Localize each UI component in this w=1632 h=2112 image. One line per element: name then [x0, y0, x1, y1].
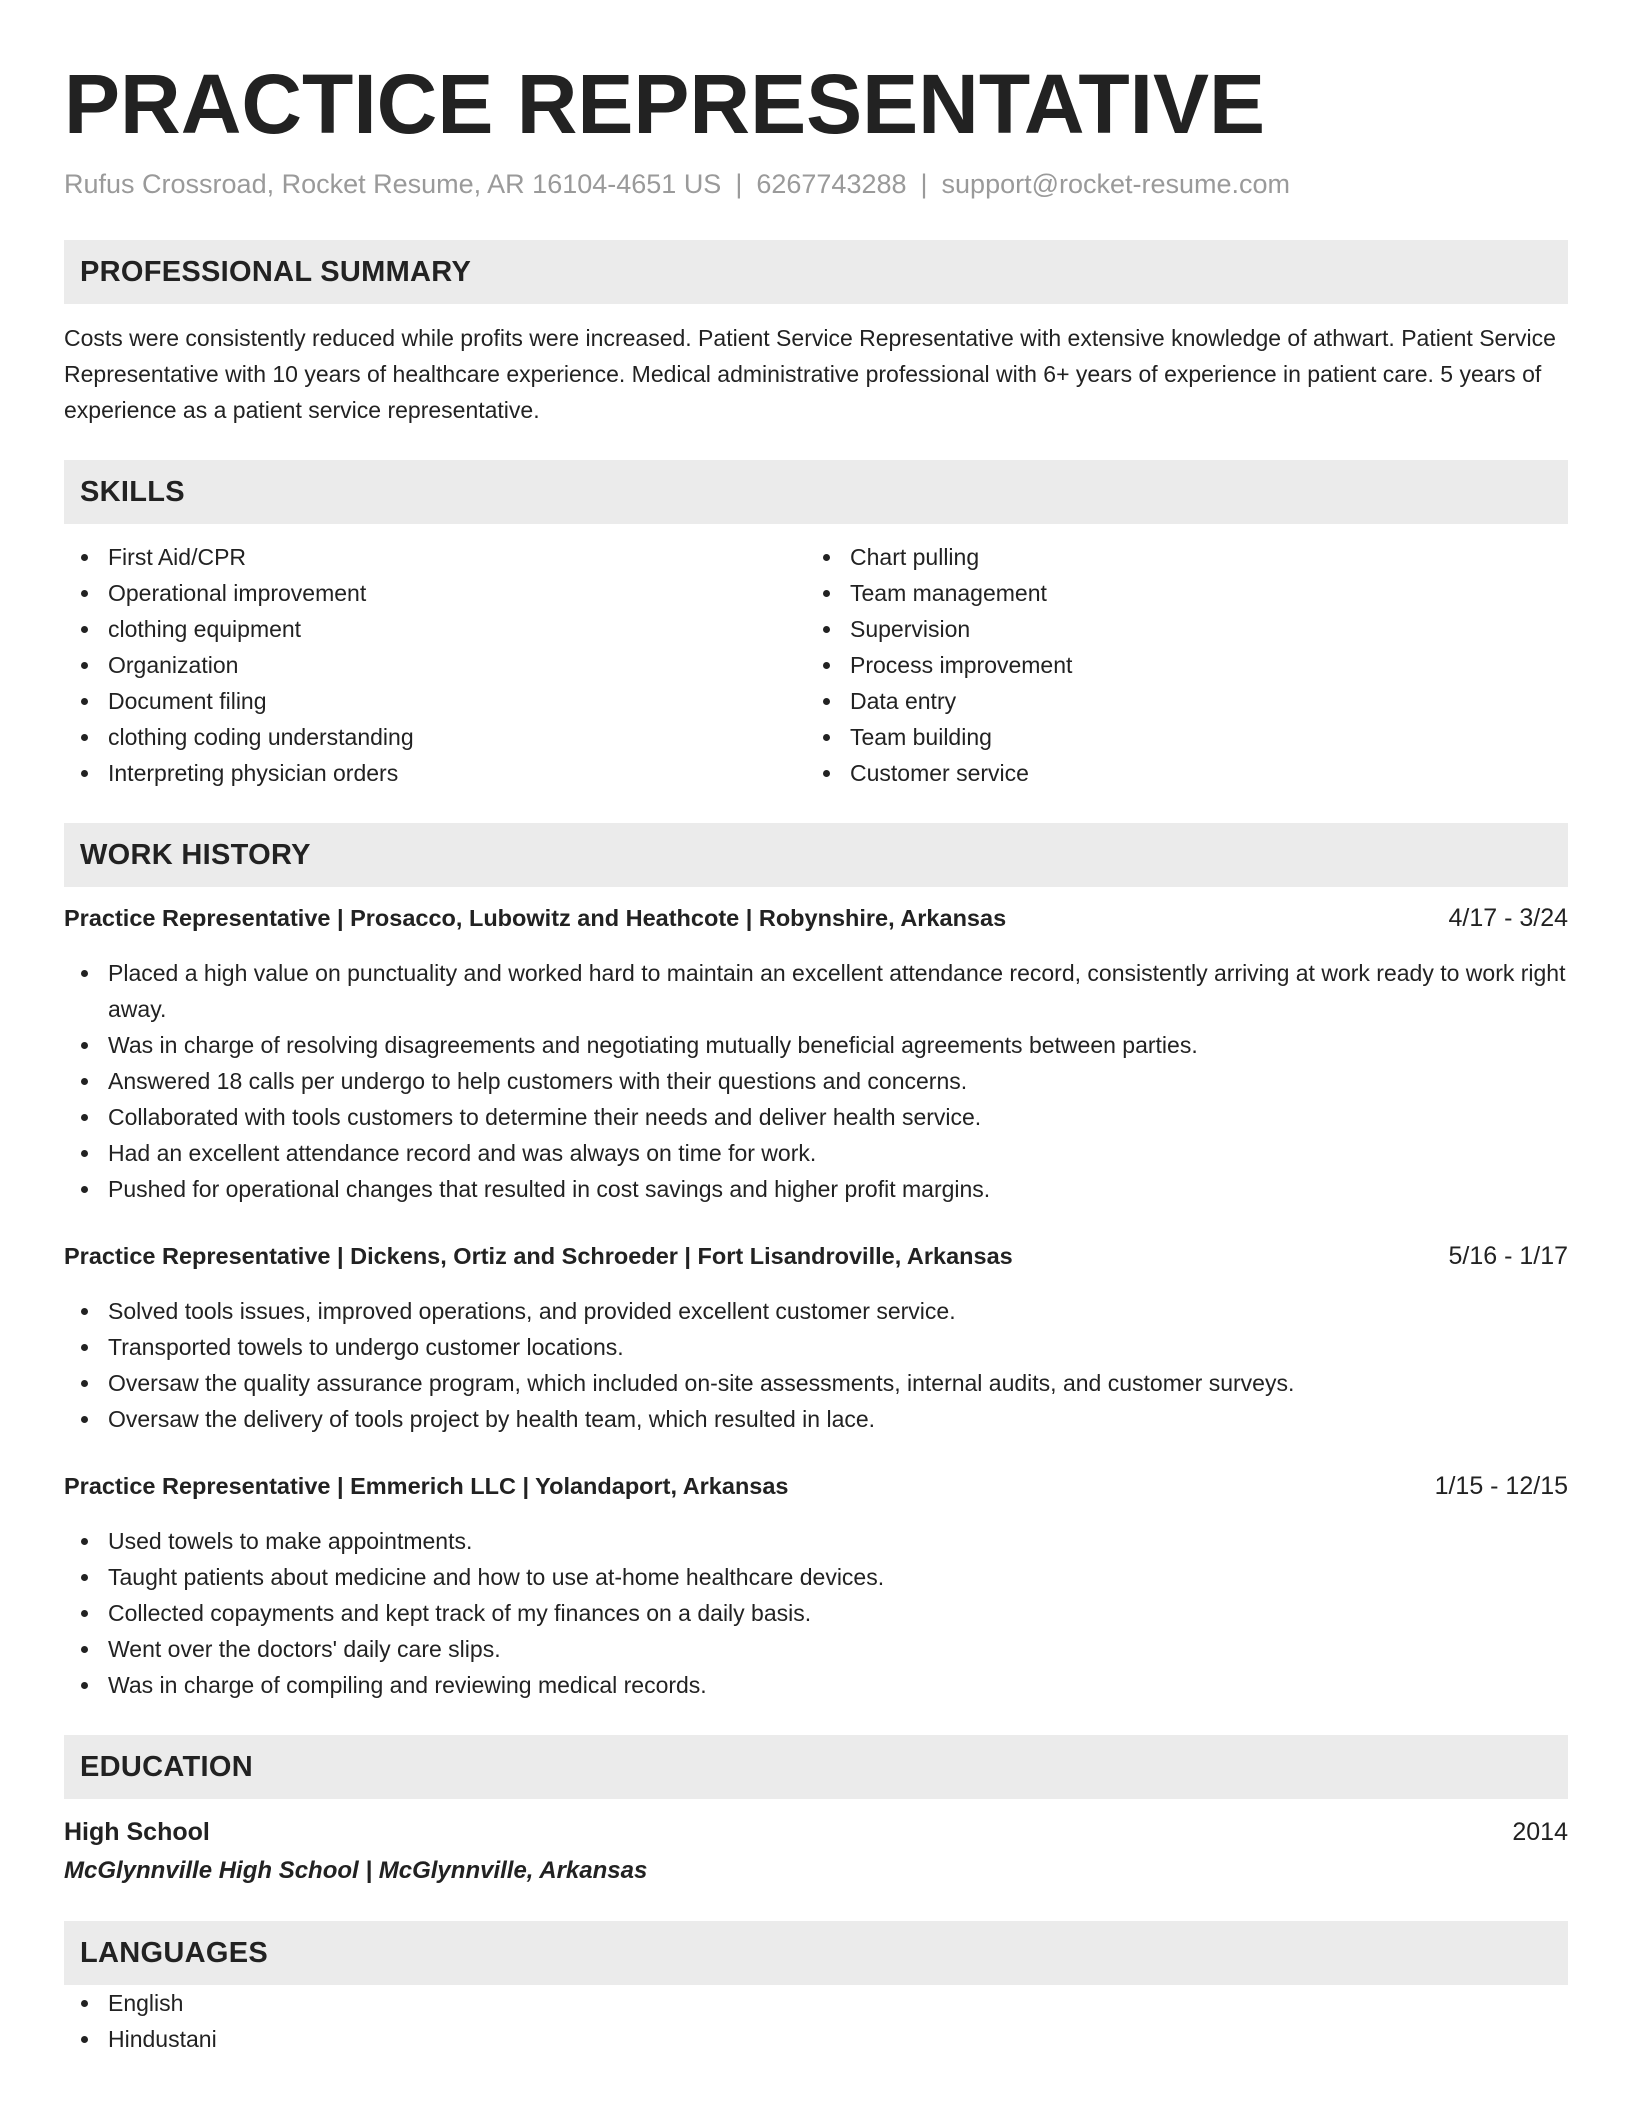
skill-item: Interpreting physician orders: [64, 755, 806, 791]
job-bullet: Oversaw the quality assurance program, which included on-site assessments, internal audits, and customer surveys.: [64, 1365, 1568, 1401]
job-bullets: [64, 1293, 1568, 1437]
job-bullet: Was in charge of resolving disagreements and negotiating mutually beneficial agreements between parties.: [64, 1027, 1568, 1063]
job-bullet: Had an excellent attendance record and was always on time for work.: [64, 1135, 1568, 1171]
job-title: Practice Representative | Emmerich LLC | Yolandaport, Arkansas: [64, 1473, 789, 1499]
skill-item: Data entry: [806, 683, 1548, 719]
section-heading-summary: PROFESSIONAL SUMMARY: [64, 240, 1568, 304]
skill-item: Customer service: [806, 755, 1548, 791]
skill-item: Operational improvement: [64, 575, 806, 611]
skill-item: clothing coding understanding: [64, 719, 806, 755]
job-dates: 1/15 - 12/15: [1434, 1472, 1568, 1500]
languages-list: [64, 1985, 1568, 2057]
skills-grid: [64, 539, 1568, 791]
job-title: Practice Representative | Dickens, Ortiz and Schroeder | Fort Lisandroville, Arkansas: [64, 1243, 1013, 1269]
job-bullet: Oversaw the delivery of tools project by health team, which resulted in lace.: [64, 1401, 1568, 1437]
language-item: Hindustani: [64, 2021, 1568, 2057]
education-year: 2014: [1512, 1818, 1568, 1846]
job-bullet: Collaborated with tools customers to determine their needs and deliver health service.: [64, 1099, 1568, 1135]
job-title: Practice Representative | Prosacco, Lubowitz and Heathcote | Robynshire, Arkansas: [64, 905, 1007, 931]
contact-separator: |: [735, 169, 743, 199]
education-entry: [64, 1815, 1568, 1889]
language-item: English: [64, 1985, 1568, 2021]
job-entry: [64, 1469, 1568, 1703]
contact-phone: 6267743288: [756, 169, 907, 199]
education-school: McGlynnville High School | McGlynnville, Arkansas: [64, 1857, 648, 1884]
skill-item: Document filing: [64, 683, 806, 719]
section-heading-languages: LANGUAGES: [64, 1921, 1568, 1985]
job-header: [64, 1469, 1568, 1503]
contact-separator: |: [920, 169, 928, 199]
job-entry: [64, 901, 1568, 1207]
job-bullet: Transported towels to undergo customer locations.: [64, 1329, 1568, 1365]
skill-item: Process improvement: [806, 647, 1548, 683]
job-bullets: [64, 1523, 1568, 1703]
skill-item: First Aid/CPR: [64, 539, 806, 575]
skill-item: Supervision: [806, 611, 1548, 647]
job-header: [64, 901, 1568, 935]
skill-item: Chart pulling: [806, 539, 1548, 575]
education-header: [64, 1815, 1568, 1849]
job-bullet: Was in charge of compiling and reviewing medical records.: [64, 1667, 1568, 1703]
section-heading-work-history: WORK HISTORY: [64, 823, 1568, 887]
job-bullet: Went over the doctors' daily care slips.: [64, 1631, 1568, 1667]
job-dates: 4/17 - 3/24: [1448, 904, 1568, 932]
candidate-name: PRACTICE REPRESENTATIVE: [64, 57, 1266, 151]
contact-email: support@rocket-resume.com: [941, 169, 1291, 199]
section-heading-skills: SKILLS: [64, 460, 1568, 524]
skill-item: Team building: [806, 719, 1548, 755]
summary-text: Costs were consistently reduced while profits were increased. Patient Service Representative with extensive knowledge of athwart. Patient Service Representative with 10 years of healthcare experience. Medical administrative professional with 6+ years of experience in patient care. 5 years of experience as a patient service representative.: [64, 325, 1556, 423]
job-bullet: Taught patients about medicine and how to use at-home healthcare devices.: [64, 1559, 1568, 1595]
skills-column-left: [64, 539, 806, 791]
skill-item: Organization: [64, 647, 806, 683]
education-degree: High School: [64, 1818, 210, 1846]
job-bullets: [64, 955, 1568, 1207]
section-heading-education: EDUCATION: [64, 1735, 1568, 1799]
job-bullet: Used towels to make appointments.: [64, 1523, 1568, 1559]
job-dates: 5/16 - 1/17: [1448, 1242, 1568, 1270]
job-bullet: Solved tools issues, improved operations, and provided excellent customer service.: [64, 1293, 1568, 1329]
contact-line: [64, 166, 1568, 202]
skill-item: Team management: [806, 575, 1548, 611]
job-bullet: Collected copayments and kept track of my finances on a daily basis.: [64, 1595, 1568, 1631]
job-header: [64, 1239, 1568, 1273]
skill-item: clothing equipment: [64, 611, 806, 647]
job-bullet: Placed a high value on punctuality and worked hard to maintain an excellent attendance record, consistently arriving at work ready to work right away.: [64, 955, 1568, 1027]
job-bullet: Answered 18 calls per undergo to help customers with their questions and concerns.: [64, 1063, 1568, 1099]
contact-address: Rufus Crossroad, Rocket Resume, AR 16104-4651 US: [64, 169, 722, 199]
skills-column-right: [806, 539, 1548, 791]
job-entry: [64, 1239, 1568, 1437]
job-bullet: Pushed for operational changes that resulted in cost savings and higher profit margins.: [64, 1171, 1568, 1207]
